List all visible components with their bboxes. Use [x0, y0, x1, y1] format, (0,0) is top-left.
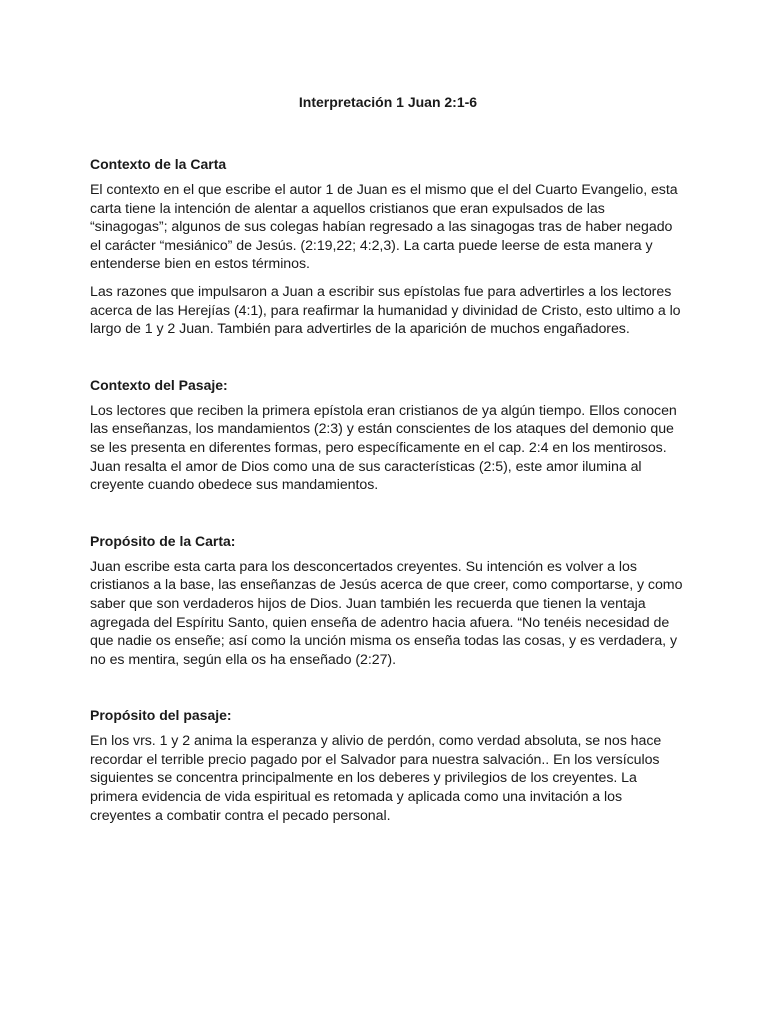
paragraph: Juan escribe esta carta para los desconcertados creyentes. Su intención es volver a los cristianos a la base, las enseñanzas de Jesús acerca de que creer, como comportarse, y como saber que son verdaderos hijos de Dios. Juan también les recuerda que tienen la ventaja agregada del Espíritu Santo, quien enseña de adentro hacia afuera. “No tenéis necesidad de que nadie os enseñe; así como la unción misma os enseña todas las cosas, y es verdadera, y no es mentira, según ella os ha enseñado (2:27). — [90, 558, 683, 668]
section-proposito-pasaje — [90, 706, 686, 825]
paragraph: En los vrs. 1 y 2 anima la esperanza y alivio de perdón, como verdad absoluta, se nos hace recordar el terrible precio pagado por el Salvador para nuestra salvación.. En los versículos siguientes se concentra principalmente en los deberes y privilegios de los creyentes. La primera evidencia de vida espiritual es retomada y aplicada como una invitación a los creyentes a combatir contra el pecado personal. — [90, 733, 662, 824]
section-heading: Propósito de la Carta: — [90, 532, 236, 549]
paragraph: Las razones que impulsaron a Juan a escribir sus epístolas fue para advertirles a los lectores acerca de las Herejías (4:1), para reafirmar la humanidad y divinidad de Cristo, esto ultimo a lo largo de 1 y 2 Juan. También para advertirles de la aparición de muchos engañadores. — [90, 283, 681, 338]
section-heading: Contexto del Pasaje: — [90, 376, 228, 393]
section-contexto-carta — [90, 155, 686, 339]
section-heading: Contexto de la Carta — [90, 156, 227, 172]
paragraph: Los lectores que reciben la primera epístola eran cristianos de ya algún tiempo. Ellos conocen las enseñanzas, los mandamientos (2:3) y están conscientes de los ataques del demonio que se les presenta en diferentes formas, pero específicamente en el cap. 2:4 en los mentirosos. Juan resalta el amor de Dios como una de sus características (2:5), este amor ilumina al creyente cuando obedece sus mandamientos. — [90, 402, 677, 494]
section-proposito-carta — [90, 532, 686, 670]
section-heading: Propósito del pasaje: — [90, 707, 232, 724]
section-contexto-pasaje — [90, 376, 686, 495]
paragraph: El contexto en el que escribe el autor 1 de Juan es el mismo que el del Cuarto Evangelio, esta carta tiene la intención de alentar a aquellos cristianos que eran expulsados de las “sinagogas”; algunos de sus colegas habían regresado a las sinagogas tras de haber negado el carácter “mesiánico” de Jesús. (2:19,22; 4:2,3). La carta puede leerse de esta manera y entenderse bien en estos términos. — [90, 182, 678, 273]
document-page — [90, 93, 686, 862]
document-title: Interpretación 1 Juan 2:1-6 — [298, 94, 478, 110]
